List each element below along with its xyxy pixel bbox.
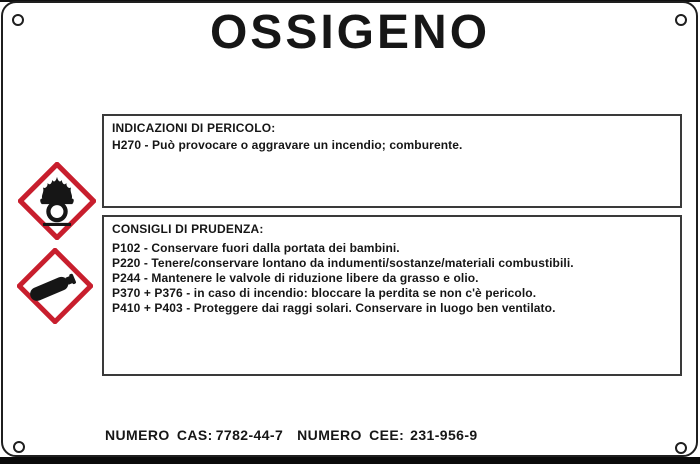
registry-numbers xyxy=(105,427,478,443)
cas-number-value: 7782-44-7 xyxy=(215,427,284,443)
screw-hole-bottom-left xyxy=(13,441,25,453)
cee-number-label: NUMERO CEE: xyxy=(297,427,405,443)
screw-hole-bottom-right xyxy=(675,442,687,454)
precaution-statement-line: P220 - Tenere/conservare lontano da indumenti/sostanze/materiali combustibili. xyxy=(112,256,574,270)
precaution-statement-line: P244 - Mantenere le valvole di riduzione libere da grasso e olio. xyxy=(112,271,479,285)
cee-number-value: 231-956-9 xyxy=(410,427,478,443)
hazard-statement-line: H270 - Può provocare o aggravare un incendio; comburente. xyxy=(112,138,463,152)
precaution-statement-line: P102 - Conservare fuori dalla portata dei bambini. xyxy=(112,241,400,255)
precaution-statement-line: P370 + P376 - in caso di incendio: bloccare la perdita se non c'è pericolo. xyxy=(112,286,537,300)
hazard-box-header: INDICAZIONI DI PERICOLO: xyxy=(112,121,276,135)
cas-number-label: NUMERO CAS: xyxy=(105,427,213,443)
precaution-statement-line: P410 + P403 - Proteggere dai raggi solari. Conservare in luogo ben ventilato. xyxy=(112,301,556,315)
sign-title: OSSIGENO xyxy=(209,6,491,59)
gas-cylinder-pictogram xyxy=(17,248,93,324)
precaution-statements-box xyxy=(102,215,682,376)
precaution-box-header: CONSIGLI DI PRUDENZA: xyxy=(112,222,264,236)
oxidizer-pictogram xyxy=(18,162,96,240)
hazard-statement-list xyxy=(112,138,672,153)
precaution-statement-list xyxy=(112,241,672,316)
photo-edge-bottom xyxy=(0,457,700,464)
hazard-statements-box xyxy=(102,114,682,208)
